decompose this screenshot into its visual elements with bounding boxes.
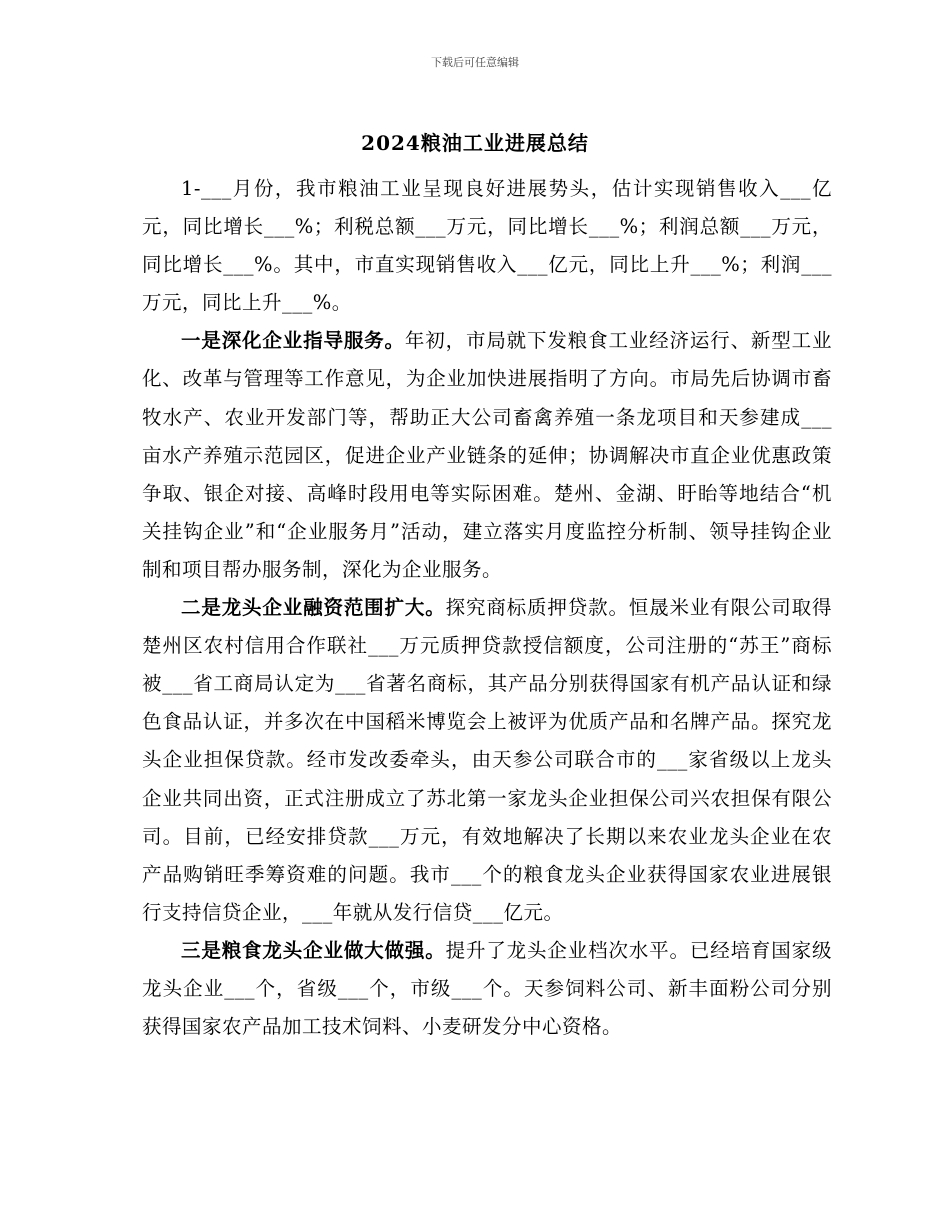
paragraph-summary: [142, 170, 832, 322]
paragraph-guidance-service: [142, 322, 832, 589]
paragraph-financing: [142, 589, 832, 932]
paragraph-text: 探究商标质押贷款。恒晟米业有限公司取得楚州区农村信用合作联社___万元质押贷款授信额度，公司注册的“苏王”商标被___省工商局认定为___省著名商标，其产品分别获得国家有机产品认证和绿色食品认证，并多次在中国稻米博览会上被评为优质产品和名牌产品。探究龙头企业担保贷款。经市发改委牵头，由天参公司联合市的___家省级以上龙头企业共同出资，正式注册成立了苏北第一家龙头企业担保公司兴农担保有限公司。目前，已经安排贷款___万元，有效地解决了长期以来农业龙头企业在农产品购销旺季筹资难的问题。我市___个的粮食龙头企业获得国家农业进展银行支持信贷企业，___年就从发行信贷___亿元。: [142, 596, 832, 924]
paragraph-lead: 二是龙头企业融资范围扩大。: [181, 596, 446, 620]
document-body: [142, 170, 832, 1046]
header-note: 下载后可任意编辑: [431, 56, 519, 69]
paragraph-text: 提升了龙头企业档次水平。已经培育国家级龙头企业___个，省级___个，市级___个。天参饲料公司、新丰面粉公司分别获得国家农产品加工技术饲料、小麦研发分中心资格。: [142, 938, 832, 1039]
paragraph-text: 1-___月份，我市粮油工业呈现良好进展势头，估计实现销售收入___亿元，同比增长___%；利税总额___万元，同比增长___%；利润总额___万元，同比增长___%。其中，市直实现销售收入___亿元，同比上升___%；利润___万元，同比上升___%。: [142, 177, 832, 315]
paragraph-lead: 三是粮食龙头企业做大做强。: [181, 938, 446, 962]
paragraph-text: 年初，市局就下发粮食工业经济运行、新型工业化、改革与管理等工作意见，为企业加快进展指明了方向。市局先后协调市畜牧水产、农业开发部门等，帮助正大公司畜禽养殖一条龙项目和天参建成___亩水产养殖示范园区，促进企业产业链条的延伸；协调解决市直企业优惠政策争取、银企对接、高峰时段用电等实际困难。楚州、金湖、盱眙等地结合“机关挂钩企业”和“企业服务月”活动，建立落实月度监控分析制、领导挂钩企业制和项目帮办服务制，深化为企业服务。: [142, 329, 832, 581]
paragraph-lead: 一是深化企业指导服务。: [181, 329, 405, 353]
document-title: 2024粮油工业进展总结: [361, 131, 589, 155]
paragraph-grow-stronger: [142, 932, 832, 1046]
